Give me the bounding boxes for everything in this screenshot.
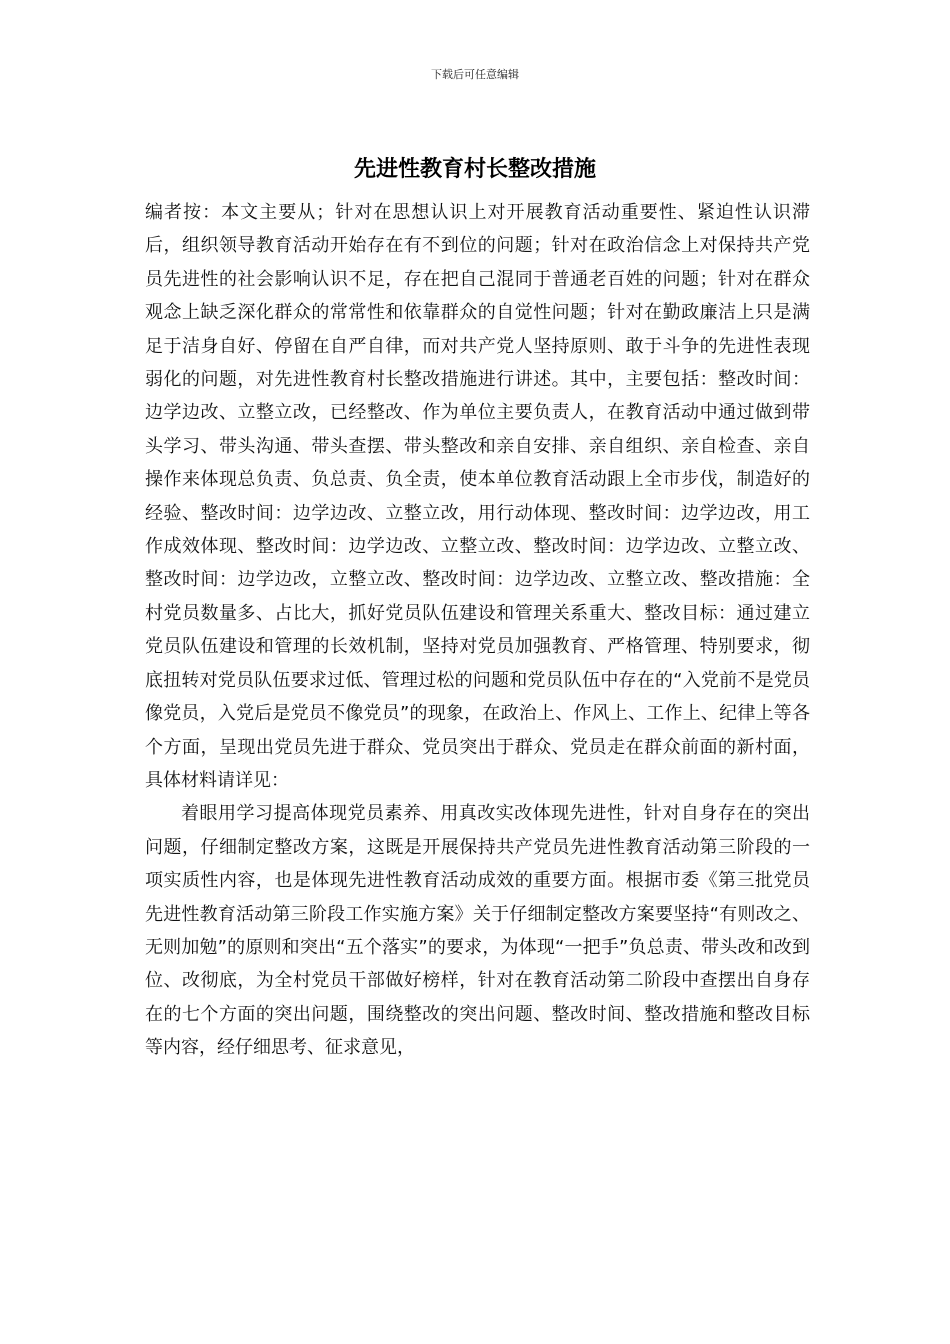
body-paragraph: 着眼用学习提高体现党员素养、用真改实改体现先进性，针对自身存在的突出问题，仔细制定整改方案，这既是开展保持共产党员先进性教育活动第三阶段的一项实质性内容，也是体现先进性教育活动成效的重要方面。根据市委《第三批党员先进性教育活动第三阶段工作实施方案》关于仔细制定整改方案要坚持“有则改之、无则加勉”的原则和突出“五个落实”的要求，为体现“一把手”负总责、带头改和改到位、改彻底，为全村党员干部做好榜样，针对在教育活动第二阶段中查摆出自身存在的七个方面的突出问题，围绕整改的突出问题、整改时间、整改措施和整改目标等内容，经仔细思考、征求意见， (145, 803, 810, 1059)
document-title: 先进性教育村长整改措施 (353, 157, 596, 182)
header-note: 下载后可任意编辑 (431, 68, 519, 81)
document-body (145, 196, 810, 1065)
editor-note-paragraph: 编者按：本文主要从；针对在思想认识上对开展教育活动重要性、紧迫性认识滞后，组织领导教育活动开始存在有不到位的问题；针对在政治信念上对保持共产党员先进性的社会影响认识不足，存在把自己混同于普通老百姓的问题；针对在群众观念上缺乏深化群众的常常性和依靠群众的自觉性问题；针对在勤政廉洁上只是满足于洁身自好、停留在自严自律，而对共产党人坚持原则、敢于斗争的先进性表现弱化的问题，对先进性教育村长整改措施进行讲述。其中，主要包括：整改时间：边学边改、立整立改，已经整改、作为单位主要负责人，在教育活动中通过做到带头学习、带头沟通、带头查摆、带头整改和亲自安排、亲自组织、亲自检查、亲自操作来体现总负责、负总责、负全责，使本单位教育活动跟上全市步伐，制造好的经验、整改时间：边学边改、立整立改，用行动体现、整改时间：边学边改，用工作成效体现、整改时间：边学边改、立整立改、整改时间：边学边改、立整立改、整改时间：边学边改，立整立改、整改时间：边学边改、立整立改、整改措施：全村党员数量多、占比大，抓好党员队伍建设和管理关系重大、整改目标：通过建立党员队伍建设和管理的长效机制，坚持对党员加强教育、严格管理、特别要求，彻底扭转对党员队伍要求过低、管理过松的问题和党员队伍中存在的“入党前不是党员像党员，入党后是党员不像党员”的现象，在政治上、作风上、工作上、纪律上等各个方面，呈现出党员先进于群众、党员突出于群众、党员走在群众前面的新村面，具体材料请详见： (145, 202, 810, 791)
